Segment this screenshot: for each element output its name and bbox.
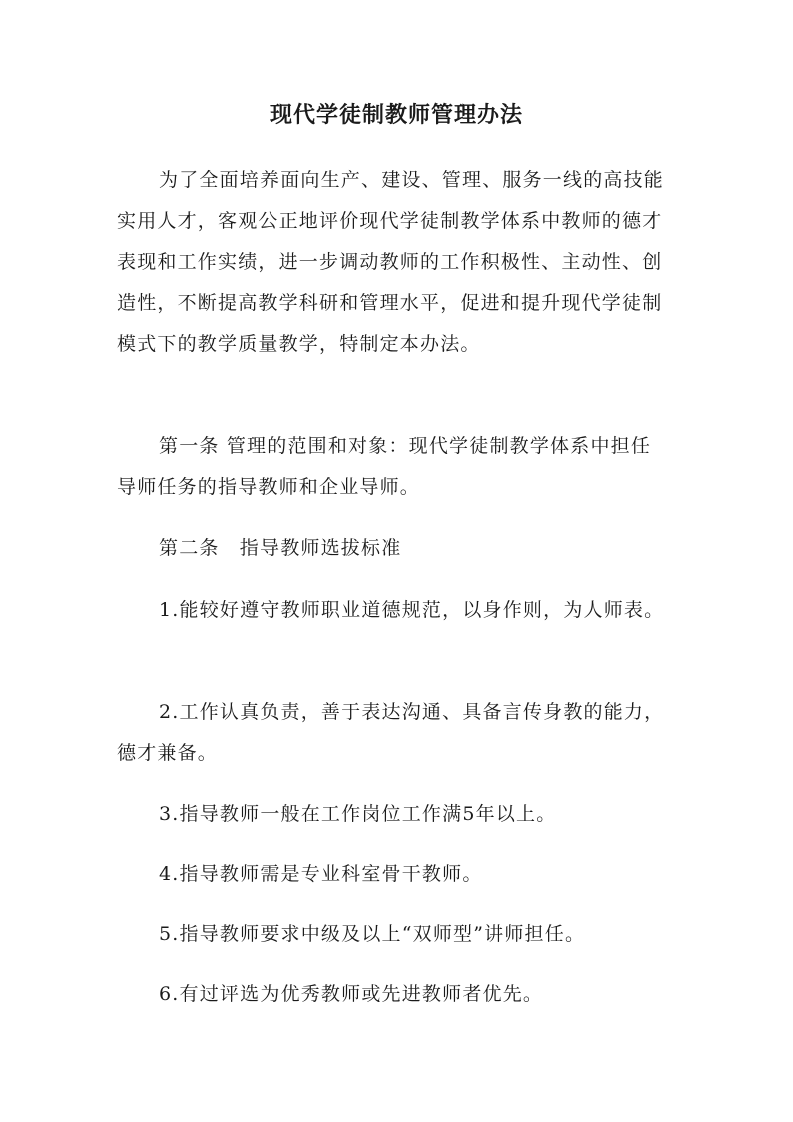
list-item: 1.能较好遵守教师职业道德规范，以身作则，为人师表。	[159, 599, 665, 621]
intro-paragraph: 为了全面培养面向生产、建设、管理、服务一线的高技能实用人才，客观公正地评价现代学徒制教学体系中教师的德才表现和工作实绩，进一步调动教师的工作积极性、主动性、创造性，不断提高教学科研和管理水平，促进和提升现代学徒制模式下的教学质量教学，特制定本办法。	[117, 169, 665, 355]
list-item: 4.指导教师需是专业科室骨干教师。	[159, 863, 483, 885]
document-title: 现代学徒制教师管理办法	[269, 103, 523, 128]
article-2-heading: 第二条 指导教师选拔标准	[159, 537, 402, 559]
list-item: 6.有过评选为优秀教师或先进教师者优先。	[159, 983, 544, 1005]
list-item: 5.指导教师要求中级及以上“双师型”讲师担任。	[159, 923, 586, 945]
list-item: 2.工作认真负责，善于表达沟通、具备言传身教的能力，德才兼备。	[117, 701, 665, 764]
article-1-paragraph: 第一条 管理的范围和对象：现代学徒制教学体系中担任导师任务的指导教师和企业导师。	[117, 435, 652, 498]
list-item: 3.指导教师一般在工作岗位工作满5年以上。	[159, 803, 557, 825]
